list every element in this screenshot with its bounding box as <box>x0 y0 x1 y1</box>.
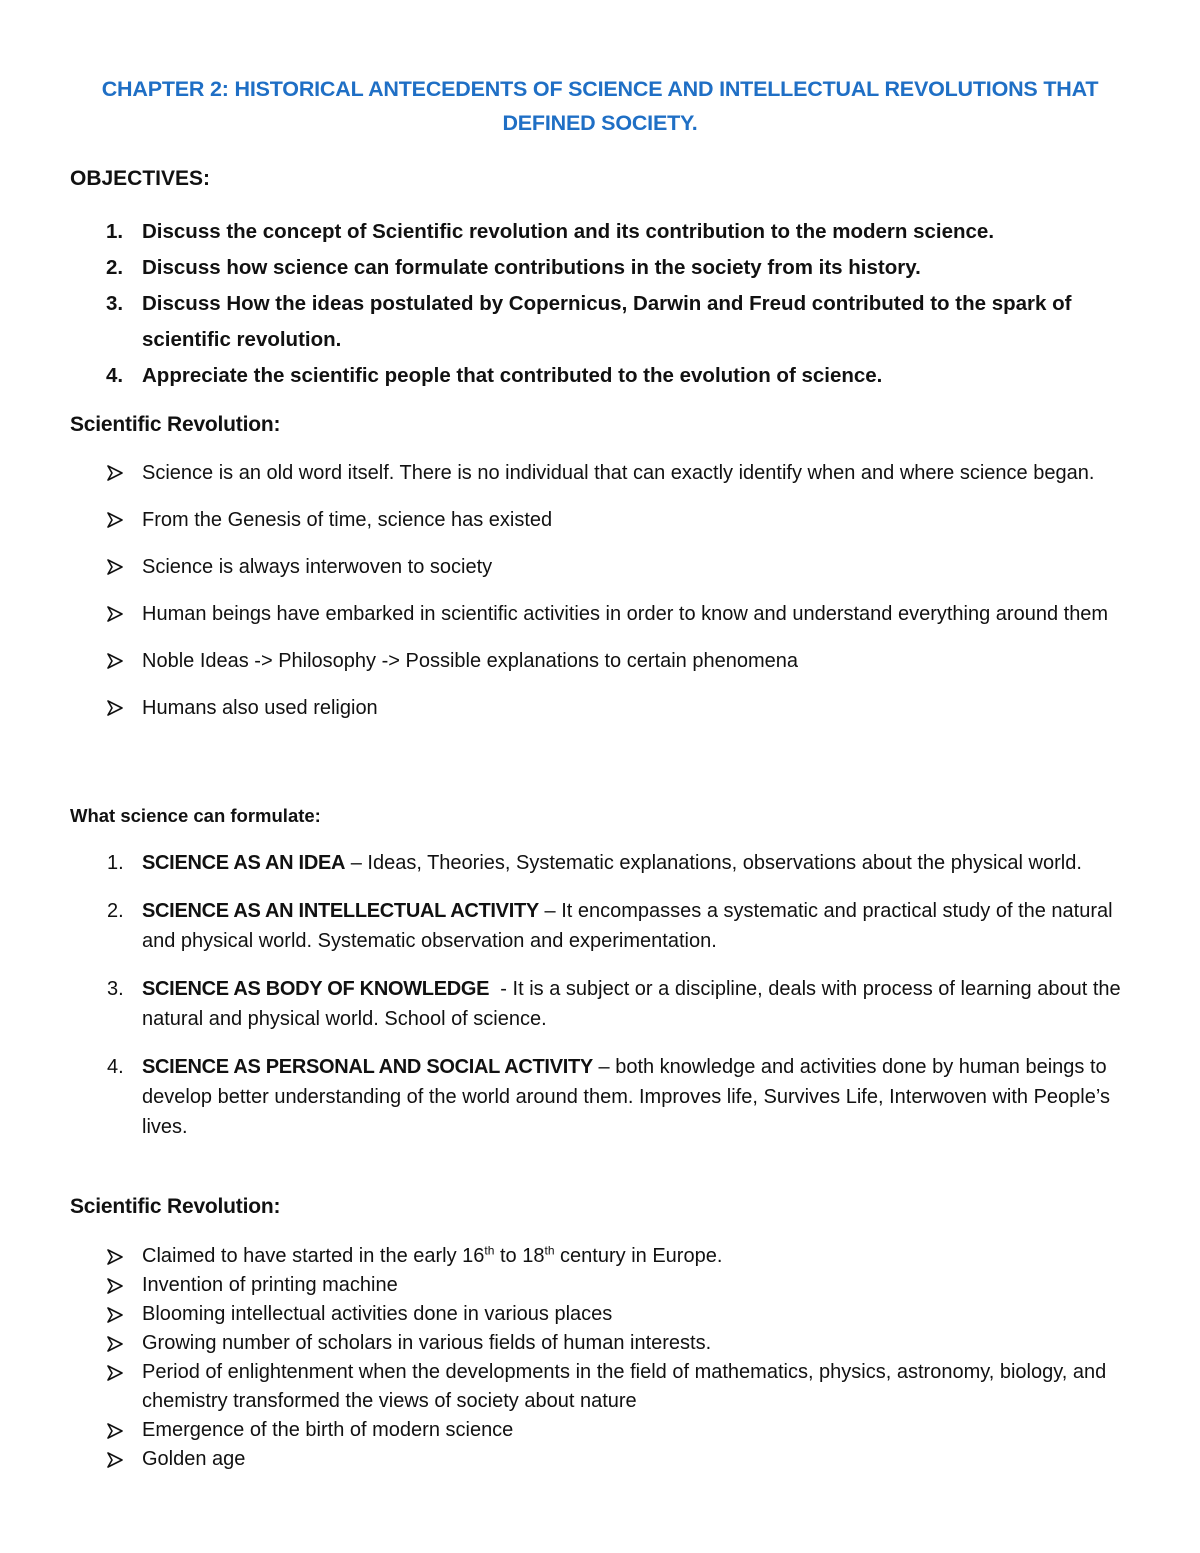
arrowhead-bullet-icon <box>107 1452 123 1468</box>
bullet-item <box>70 1329 1140 1358</box>
bullet-text <box>142 1242 1140 1271</box>
bullet-text: Invention of printing machine <box>142 1274 398 1296</box>
objective-number: 1. <box>106 220 124 243</box>
formulate-description: It is a subject or a discipline, deals with process of learning about the natural and physical world. School of science. <box>142 978 1121 1030</box>
bullet-text-part: Claimed to have started in the early 16 <box>142 1245 485 1267</box>
arrowhead-bullet-icon <box>107 700 123 716</box>
formulate-separator: - <box>489 978 513 1000</box>
objectives-list <box>70 214 1140 394</box>
ordinal-superscript: th <box>484 1243 495 1258</box>
bullet-item <box>70 1358 1140 1416</box>
formulate-number: 1. <box>107 852 124 874</box>
formulate-separator: – <box>345 852 368 874</box>
formulate-item <box>70 848 1140 878</box>
objective-item <box>70 250 1140 286</box>
formulate-term: SCIENCE AS BODY OF KNOWLEDGE <box>142 978 490 1000</box>
bullet-text-part: century in Europe. <box>554 1245 723 1267</box>
formulate-term: SCIENCE AS PERSONAL AND SOCIAL ACTIVITY <box>142 1056 593 1078</box>
ordinal-superscript: th <box>544 1243 555 1258</box>
arrowhead-bullet-icon <box>107 653 123 669</box>
formulate-description: Ideas, Theories, Systematic explanations, observations about the physical world. <box>367 852 1082 874</box>
what-science-can-formulate-heading: What science can formulate: <box>70 805 321 826</box>
arrowhead-bullet-icon <box>107 1336 123 1352</box>
bullet-text: Noble Ideas -> Philosophy -> Possible explanations to certain phenomena <box>142 650 798 672</box>
scientific-revolution-heading-1: Scientific Revolution: <box>70 413 281 436</box>
bullet-item <box>70 1416 1140 1445</box>
bullet-text: Human beings have embarked in scientific activities in order to know and understand everything around them <box>142 603 1109 625</box>
bullet-text: From the Genesis of time, science has existed <box>142 509 553 531</box>
arrowhead-bullet-icon <box>107 559 123 575</box>
arrowhead-bullet-icon <box>107 1307 123 1323</box>
objective-text: Discuss How the ideas postulated by Copernicus, Darwin and Freud contributed to the spark of scientific revolution. <box>142 292 1072 351</box>
bullet-text: Golden age <box>142 1448 246 1470</box>
bullet-text: Growing number of scholars in various fields of human interests. <box>142 1332 712 1354</box>
bullet-text: Emergence of the birth of modern science <box>142 1419 514 1441</box>
objective-number: 2. <box>106 256 124 279</box>
bullet-text: Blooming intellectual activities done in various places <box>142 1303 613 1325</box>
arrowhead-bullet-icon <box>107 1423 123 1439</box>
bullet-text: Science is an old word itself. There is no individual that can exactly identify when and where science began. <box>142 462 1095 484</box>
bullet-item <box>70 1271 1140 1300</box>
arrowhead-bullet-icon <box>107 1249 123 1265</box>
objective-number: 4. <box>106 364 124 387</box>
formulate-item <box>70 974 1140 1034</box>
arrowhead-bullet-icon <box>107 1365 123 1381</box>
bullet-item <box>70 646 1140 676</box>
chapter-title <box>70 72 1130 140</box>
formulate-separator: – <box>538 900 562 922</box>
bullet-item <box>70 552 1140 582</box>
section1-bullet-list <box>70 458 1140 740</box>
chapter-title-line2: DEFINED SOCIETY. <box>502 111 698 135</box>
objectives-heading: OBJECTIVES: <box>70 167 211 190</box>
bullet-text: Period of enlightenment when the developments in the field of mathematics, physics, astronomy, biology, and chemistry transformed the views of society about nature <box>142 1361 1107 1412</box>
arrowhead-bullet-icon <box>107 465 123 481</box>
arrowhead-bullet-icon <box>107 512 123 528</box>
bullet-text: Humans also used religion <box>142 697 378 719</box>
formulate-list <box>70 848 1140 1160</box>
arrowhead-bullet-icon <box>107 606 123 622</box>
formulate-number: 3. <box>107 978 124 1000</box>
formulate-description: It encompasses a systematic and practical study of the natural and physical world. Systematic observation and experimentation. <box>142 900 1113 952</box>
bullet-text-part: to 18 <box>494 1245 545 1267</box>
objective-text: Appreciate the scientific people that contributed to the evolution of science. <box>142 364 883 387</box>
formulate-number: 4. <box>107 1056 124 1078</box>
bullet-item <box>70 458 1140 488</box>
bullet-text: Science is always interwoven to society <box>142 556 493 578</box>
formulate-term: SCIENCE AS AN INTELLECTUAL ACTIVITY <box>142 900 539 922</box>
formulate-item <box>70 896 1140 956</box>
section2-bullet-list <box>70 1242 1140 1474</box>
bullet-item <box>70 1445 1140 1474</box>
bullet-item <box>70 505 1140 535</box>
formulate-item <box>70 1052 1140 1142</box>
objective-item <box>70 214 1140 250</box>
chapter-title-line1: CHAPTER 2: HISTORICAL ANTECEDENTS OF SCIENCE AND INTELLECTUAL REVOLUTIONS THAT <box>101 77 1099 101</box>
bullet-item <box>70 599 1140 629</box>
scientific-revolution-heading-2: Scientific Revolution: <box>70 1195 281 1218</box>
arrowhead-bullet-icon <box>107 1278 123 1294</box>
objective-item <box>70 358 1140 394</box>
objective-text: Discuss how science can formulate contributions in the society from its history. <box>142 256 921 279</box>
formulate-separator: – <box>592 1056 616 1078</box>
formulate-number: 2. <box>107 900 124 922</box>
formulate-term: SCIENCE AS AN IDEA <box>142 852 346 874</box>
objective-number: 3. <box>106 292 124 315</box>
formulate-description: both knowledge and activities done by human beings to develop better understanding of the world around them. Improves life, Survives Life, Interwoven with People’s lives. <box>142 1056 1110 1138</box>
bullet-item <box>70 1300 1140 1329</box>
bullet-item <box>70 1242 1140 1271</box>
objective-text: Discuss the concept of Scientific revolution and its contribution to the modern science. <box>142 220 995 243</box>
bullet-item <box>70 693 1140 723</box>
objective-item <box>70 286 1140 358</box>
